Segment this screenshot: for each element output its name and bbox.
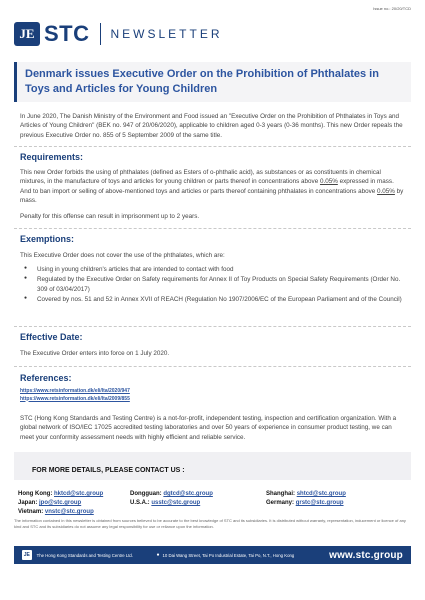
brand-name: STC bbox=[44, 21, 90, 46]
issue-number: Issue no.: 20/20/TCD bbox=[373, 6, 411, 11]
email-link[interactable]: grstc@stc.group bbox=[295, 500, 344, 506]
footer-address-text: 10 Dai Wang Street, Tai Po Industrial Estate, Tai Po, N.T., Hong Kong bbox=[162, 552, 295, 558]
email-link[interactable]: jpo@stc.group bbox=[39, 500, 82, 506]
exemptions-list bbox=[20, 265, 405, 305]
requirements-heading: Requirements: bbox=[20, 152, 84, 162]
list-item: ● Covered by nos. 51 and 52 in Annex XVII of REACH (Regulation No 1907/2006/EC of the European Parliament and of the Council) bbox=[20, 295, 405, 304]
article-title: Denmark issues Executive Order on the Prohibition of Phthalates in Toys and Articles for Young Children bbox=[25, 68, 379, 95]
contact-banner bbox=[14, 452, 411, 480]
references-list bbox=[20, 388, 405, 403]
office-shanghai: Shanghai: shtcd@stc.group bbox=[266, 491, 346, 497]
intro-paragraph: In June 2020, The Danish Ministry of the Environment and Food issued an "Executive Order on the Prohibition of Phthalates in Toys and Articles of Young Children" (BEK no. 947 of 20/06/2020), applicable to children aged 0-3 years (0-36 months). This new Order repeals the previous Executive Order no. 855 of 5 September 2009 of the same title. bbox=[20, 113, 403, 139]
office-hong-kong: Hong Kong: hktcd@stc.group bbox=[18, 491, 104, 497]
list-item: ● Regulated by the Executive Order on Safety requirements for Annex II of Toy Products on Special Safety Requirements (Order No. 309 of 03/04/2017) bbox=[20, 275, 405, 294]
list-item: ● Using in young children's articles that are intended to contact with food bbox=[20, 265, 405, 274]
article-title-box bbox=[14, 62, 411, 102]
reference-link[interactable]: https://www.retsinformation.dk/eli/lta/2020/947 bbox=[20, 388, 130, 394]
office-usa: U.S.A.: usstc@stc.group bbox=[130, 500, 201, 506]
disclaimer-text: The information contained in this newsletter is obtained from sources believed to be accurate to the best knowledge of STC and its subsidiaries. It is distributed without warranty, representation, inducement or licence of any kind and STC and its subsidiaries do not assume any legal responsibility for use or reliance upon the information. bbox=[14, 518, 406, 529]
requirements-text-3: by mass. bbox=[20, 187, 404, 205]
location-pin-icon: ● bbox=[156, 552, 160, 558]
section-divider bbox=[14, 228, 411, 229]
requirements-text-2: expressed in mass. And to ban import or selling of above-mentioned toys and articles or parts thereof containing phthalates in concentrations above bbox=[20, 178, 394, 195]
header-divider bbox=[100, 23, 101, 45]
email-link[interactable]: shtcd@stc.group bbox=[296, 491, 346, 497]
footer-company: The Hong Kong Standards and Testing Centre Ltd. bbox=[36, 552, 134, 558]
office-japan: Japan: jpo@stc.group bbox=[18, 500, 82, 506]
requirements-paragraph bbox=[20, 168, 405, 206]
effective-date-heading: Effective Date: bbox=[20, 332, 83, 342]
section-divider bbox=[14, 366, 411, 367]
footer-website-link[interactable]: www.stc.group bbox=[329, 549, 403, 561]
office-germany: Germany: grstc@stc.group bbox=[266, 500, 344, 506]
footer-address bbox=[156, 552, 329, 558]
penalty-paragraph: Penalty for this offense can result in imprisonment up to 2 years. bbox=[20, 213, 200, 220]
footer-bar bbox=[14, 546, 411, 564]
references-heading: References: bbox=[20, 373, 72, 383]
section-divider bbox=[14, 146, 411, 147]
exemptions-intro: This Executive Order does not cover the use of the phthalates, which are: bbox=[20, 252, 225, 259]
office-vietnam: Vietnam: vnstc@stc.group bbox=[18, 509, 94, 515]
requirements-text-1: This new Order forbids the using of phthalates (defined as Esters of o-phthalic acid), as substances or as constituents in chemical mixtures, in the manufacture of toys and articles for young children or parts thereof in concentrations above bbox=[20, 169, 381, 186]
office-dongguan: Dongguan: dgtcd@stc.group bbox=[130, 491, 213, 497]
section-label: NEWSLETTER bbox=[110, 27, 223, 41]
exemptions-list-wrap bbox=[20, 265, 405, 306]
about-stc-paragraph: STC (Hong Kong Standards and Testing Centre) is a not-for-profit, independent testing, inspection and certification organization. With a global network of ISO/IEC 17025 accredited testing laboratories and over 50 years of experience in consumer product testing, we can meet your conformity assessment needs with highly efficient and reliable service. bbox=[20, 415, 397, 441]
section-divider bbox=[14, 326, 411, 327]
effective-date-text: The Executive Order enters into force on 1 July 2020. bbox=[20, 350, 170, 357]
email-link[interactable]: usstc@stc.group bbox=[151, 500, 201, 506]
stc-logo-icon: JE bbox=[14, 22, 40, 46]
concentration-limit-2: 0.05% bbox=[377, 187, 395, 195]
stc-logo-icon: JE bbox=[23, 552, 30, 558]
concentration-limit-1: 0.05% bbox=[319, 178, 338, 186]
email-link[interactable]: dgtcd@stc.group bbox=[163, 491, 213, 497]
reference-link[interactable]: https://www.retsinformation.dk/eli/lta/2009/855 bbox=[20, 395, 130, 402]
email-link[interactable]: vnstc@stc.group bbox=[44, 509, 94, 515]
newsletter-header bbox=[14, 18, 223, 50]
contact-heading: FOR MORE DETAILS, PLEASE CONTACT US : bbox=[32, 467, 185, 474]
email-link[interactable]: hktcd@stc.group bbox=[54, 491, 104, 497]
exemptions-heading: Exemptions: bbox=[20, 234, 75, 244]
